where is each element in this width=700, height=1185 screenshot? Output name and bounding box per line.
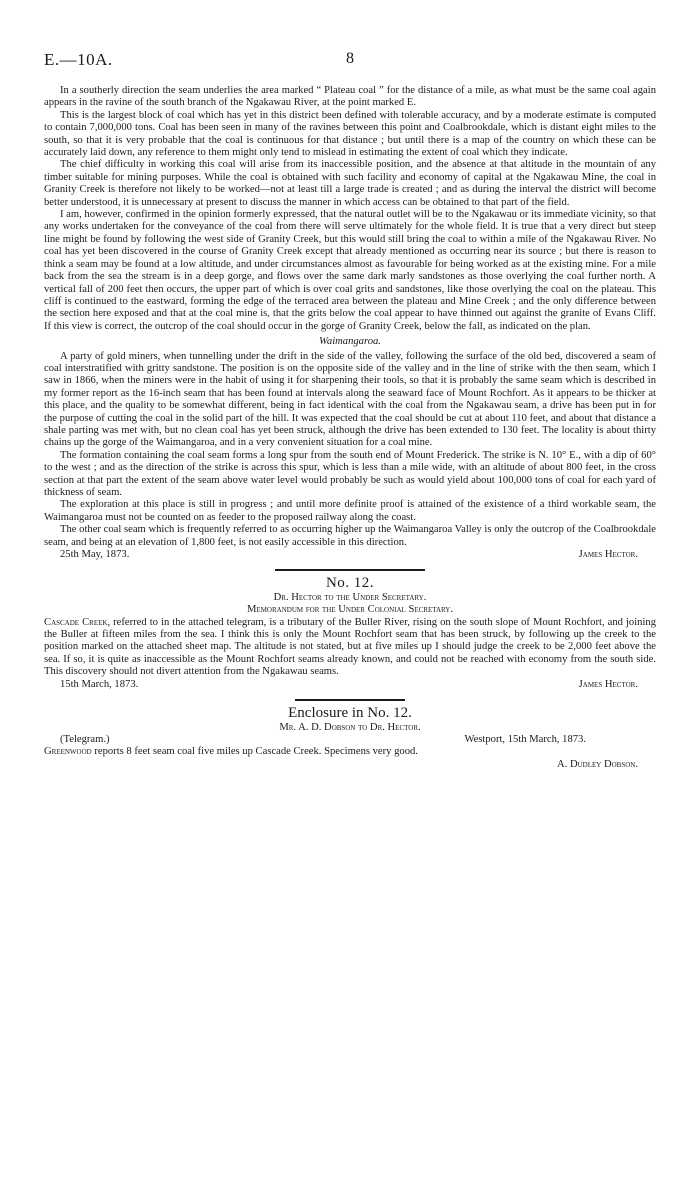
enclosure-correspondence-line: Mr. A. D. Dobson to Dr. Hector. [279,721,421,733]
telegram-label: (Telegram.) [60,733,110,745]
page-header [44,50,656,72]
memorandum-lead: Cascade Creek, [44,616,111,628]
enclosure-title: Enclosure in No. 12. [288,705,412,722]
memorandum-paragraph [44,617,656,679]
paragraph: This is the largest block of coal which has yet in this district been defined with tolerable accuracy, and by a moderate estimate is computed to contain 7,000,000 tons. Coal has been seen in many of the ravines between this point and Coalbrookdale, which is distant eight miles to the south, so that it is very probable that the coal is continuous for that distance ; but until there is a map of the country on which these can be accurately laid down, any reference to them might only tend to mislead in estimating the extent of coal which they indicate. [44,109,656,159]
signature-name: James Hector. [578,678,638,690]
signature-name: James Hector. [578,549,638,561]
memorandum-line: Memorandum for the Under Colonial Secretary. [247,604,453,616]
paragraph: The chief difficulty in working this coal will arise from its inaccessible position, and the absence at that altitude in the mountain of any timber suitable for mining purposes. While the coal is obtained with such facility and economy of capital at the Ngakawau Mine, the coal in Granity Creek is therefore not likely to be worked—not at least till a large trade is created ; and as during the interval the district will become better understood, it is unnecessary at present to discuss the manner in which access can be obtained to that part of the field. [44,159,656,208]
document-body [44,85,656,771]
paragraph: I am, however, confirmed in the opinion formerly expressed, that the natural outlet will be to the Ngakawau or its immediate vicinity, so that any works undertaken for the conveyance of the coal from there will serve ultimately for the whole field. It is true that a very direct but steep line might be found by following the west side of Granity Creek, but this would still bring the coal to within a mile of the Ngakawau River. No coal has yet been discovered in the course of Granity Creek except that already mentioned as occurring near its source ; but there is reason to think a seam may be found at a low altitude, and under circumstances almost as favourable for being worked as at the existing mine. For a mile back from the sea the stream is in a deep gorge, and flows over the same dark marly sandstones as those overlying the coal further north. A vertical fall of 200 feet then occurs, the upper part of which is over coal grits and sandstones, like those overlying the coal on the plateau. This cliff is continued to the eastward, forming the edge of the terraced area between the plateau and Mine Creek ; and the only difference between the section here exposed and that at the coal mine is, that the grits below the coal appear to have thinned out against the granite of Evans Cliff. If this view is correct, the outcrop of the coal should occur in the gorge of Granity Creek, below the fall, as indicated on the plan. [44,209,656,332]
document-reference: E.—10A. [44,50,113,69]
signature-block [44,549,656,561]
memorandum-text: referred to in the attached telegram, is a tributary of the Buller River, rising on the south slope of Mount Rochfort, and joining the Buller at fifteen miles from the sea. I think this is only the Mount Rochfort seam that has been struck, by following up the creek to the position marked on the attached sheet map. The altitude is not stated, but at five miles up I should judge the creek to be 2,000 feet above the sea. If so, it is quite as inaccessible as the Mount Rochfort seams already known, and could not be reached with economy from the south side. This discovery should not divert attention from the Ngakawau seams. [44,616,656,678]
telegram-place-date: Westport, 15th March, 1873. [464,733,586,745]
paragraph: The exploration at this place is still in progress ; and until more definite proof is attained of the existence of a third workable seam, the Waimangaroa must not be counted on as feeder to the proposed railway along the coast. [44,499,656,523]
page-number: 8 [346,50,354,67]
paragraph: The formation containing the coal seam forms a long spur from the south end of Mount Frederick. The strike is N. 10° E., with a dip of 60° to the west ; and as the direction of the strike is across this spur, which is less than a mile wide, with an altitude of about 800 feet, in the cross section at that part the extent of the seam above water level would probably be such as would yield about 100,000 tons of coal for each yard of thickness of seam. [44,449,656,498]
telegram-lead: Greenwood [44,746,92,758]
section-divider [295,699,405,701]
telegram-body: reports 8 feet seam coal five miles up Cascade Creek. Specimens very good. [91,746,418,758]
telegram-header [44,734,656,746]
paragraph: The other coal seam which is frequently referred to as occurring higher up the Waimangaroa Valley is only the outcrop of the Coalbrookdale seam, and being at an elevation of 1,800 feet, is not easily accessible in this direction. [44,524,656,548]
telegram-text [44,746,656,758]
signature-date: 15th March, 1873. [60,678,139,690]
signature-date: 25th May, 1873. [60,549,130,561]
paragraph: In a southerly direction the seam underlies the area marked “ Plateau coal ” for the distance of a mile, as what must be the same coal again appears in the ravine of the south branch of the Ngakawau River, at the point marked E. [44,85,656,109]
signature-block [44,679,656,691]
section-divider [275,569,425,571]
document-number-title: No. 12. [325,575,375,592]
paragraph: A party of gold miners, when tunnelling under the drift in the side of the valley, following the surface of the old bed, discovered a seam of coal interstratified with gritty sandstone. The position is on the opposite side of the valley and in the line of strike with the then seam, which I saw in 1866, when the miners were in the habit of using it for sharpening their tools, so that it is probably the same seam which is described in my former report as the 16-inch seam that has been found at intervals along the seaward face of Mount Rochfort. As it appears to be thicker at this place, and the quality to be somewhat different, being in fact identical with the coal from the Ngakawau seam, a drive has been put in for the purpose of cutting the coal in the solid part of the hill. It was expected that the coal should be cut at about 110 feet, and about that distance a shale parting was met with, but no clean coal has yet been struck, although the drive has been extended to 130 feet. The locality is about thirty chains up the gorge of the Waimangaroa, and in a very convenient situation for a coal mine. [44,350,656,449]
correspondence-line: Dr. Hector to the Under Secretary. [273,591,427,603]
signature-name: A. Dudley Dobson. [557,758,638,770]
section-title: Waimangaroa. [319,336,381,348]
